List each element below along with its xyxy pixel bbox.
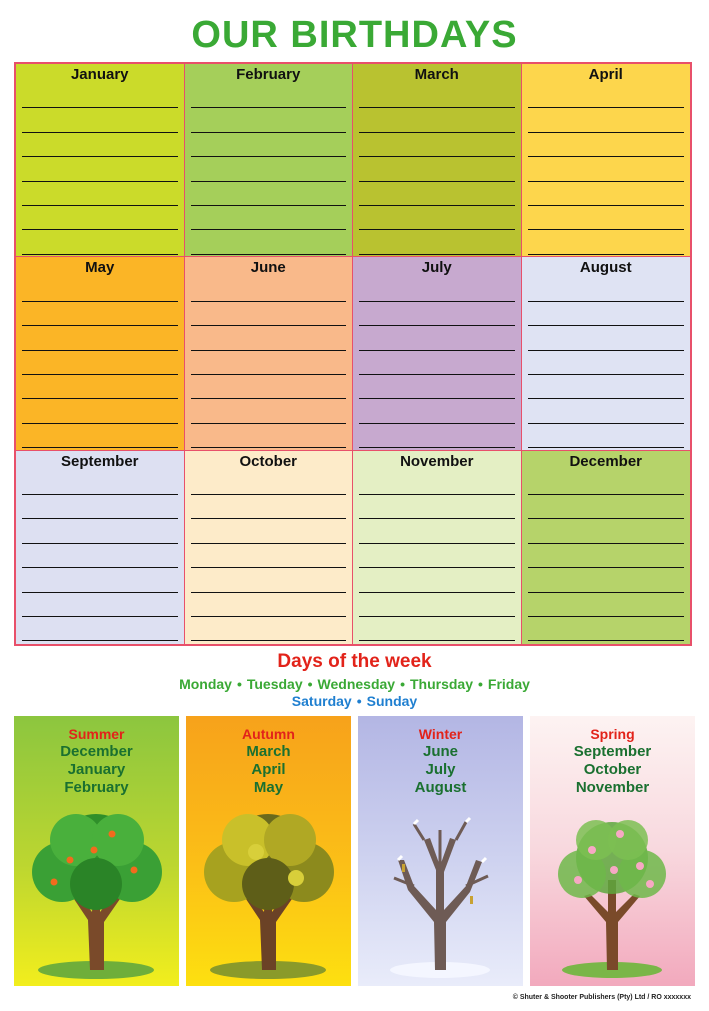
writing-line xyxy=(528,424,685,448)
writing-line xyxy=(22,84,178,108)
writing-line xyxy=(191,519,347,543)
writing-line xyxy=(22,157,178,181)
writing-line xyxy=(359,544,515,568)
separator: • xyxy=(307,676,313,692)
season-title: Autumn xyxy=(242,726,295,742)
season-panel-summer xyxy=(14,716,179,986)
season-month: April xyxy=(251,761,286,778)
writing-line xyxy=(359,495,515,519)
day-label: Monday xyxy=(179,676,232,692)
season-month: October xyxy=(583,761,642,778)
writing-line xyxy=(191,424,347,448)
writing-line xyxy=(359,593,515,617)
writing-line xyxy=(528,84,685,108)
day-label: Friday xyxy=(487,676,530,692)
writing-line xyxy=(191,84,347,108)
month-cell-january xyxy=(16,64,185,257)
writing-line xyxy=(22,495,178,519)
summer-tree-icon xyxy=(14,800,179,986)
writing-line xyxy=(191,399,347,423)
month-label: April xyxy=(588,66,623,83)
writing-line xyxy=(22,568,178,592)
writing-line xyxy=(191,206,347,230)
writing-line xyxy=(359,182,515,206)
writing-line xyxy=(22,277,178,301)
writing-line xyxy=(359,277,515,301)
month-label: September xyxy=(60,452,139,470)
winter-tree-icon xyxy=(358,800,523,986)
month-cell-april xyxy=(522,64,691,257)
writing-line xyxy=(528,133,685,157)
weekend-row xyxy=(0,692,709,710)
writing-line xyxy=(359,108,515,132)
writing-line xyxy=(22,424,178,448)
month-cell-march xyxy=(353,64,522,257)
month-label: December xyxy=(569,452,643,470)
month-label: June xyxy=(250,259,286,277)
writing-line xyxy=(22,351,178,375)
writing-line xyxy=(22,593,178,617)
month-label: March xyxy=(414,66,459,83)
writing-line xyxy=(22,375,178,399)
month-label: May xyxy=(85,259,115,277)
writing-line xyxy=(22,399,178,423)
writing-line xyxy=(22,544,178,568)
weekdays-row xyxy=(0,675,709,693)
day-label: Saturday xyxy=(291,693,352,709)
writing-line xyxy=(191,568,347,592)
month-cell-may xyxy=(16,257,185,450)
days-of-week-title: Days of the week xyxy=(277,651,432,672)
writing-line xyxy=(528,351,685,375)
separator: • xyxy=(356,693,362,709)
writing-line xyxy=(359,399,515,423)
writing-line xyxy=(191,326,347,350)
writing-line xyxy=(528,568,685,592)
writing-line xyxy=(528,326,685,350)
day-label: Sunday xyxy=(366,693,418,709)
writing-line xyxy=(191,471,347,495)
month-cell-june xyxy=(185,257,354,450)
writing-line xyxy=(528,375,685,399)
writing-line xyxy=(528,519,685,543)
writing-line xyxy=(359,157,515,181)
season-panel-autumn xyxy=(186,716,351,986)
writing-line xyxy=(191,230,347,254)
writing-line xyxy=(528,399,685,423)
month-label: October xyxy=(239,452,297,470)
writing-line xyxy=(22,471,178,495)
writing-line xyxy=(191,302,347,326)
writing-line xyxy=(359,351,515,375)
month-cell-august xyxy=(522,257,691,450)
writing-line xyxy=(528,593,685,617)
writing-line xyxy=(22,230,178,254)
day-label: Thursday xyxy=(409,676,473,692)
writing-line xyxy=(191,108,347,132)
month-cell-july xyxy=(353,257,522,450)
month-cell-november xyxy=(353,451,522,644)
day-label: Wednesday xyxy=(317,676,396,692)
writing-line xyxy=(22,182,178,206)
writing-line xyxy=(191,182,347,206)
writing-line xyxy=(191,351,347,375)
page-title: OUR BIRTHDAYS xyxy=(191,14,518,56)
writing-line xyxy=(191,375,347,399)
birthday-grid xyxy=(14,62,692,646)
autumn-tree-icon xyxy=(186,800,351,986)
writing-line xyxy=(359,375,515,399)
season-month: January xyxy=(67,761,126,778)
writing-line xyxy=(528,182,685,206)
writing-line xyxy=(191,593,347,617)
separator: • xyxy=(236,676,242,692)
writing-line xyxy=(191,495,347,519)
month-cell-december xyxy=(522,451,691,644)
writing-line xyxy=(191,157,347,181)
season-month: November xyxy=(575,779,650,796)
month-label: August xyxy=(579,259,632,277)
writing-line xyxy=(22,108,178,132)
month-cell-february xyxy=(185,64,354,257)
writing-line xyxy=(359,424,515,448)
writing-line xyxy=(359,230,515,254)
season-month: September xyxy=(573,743,652,760)
season-month: March xyxy=(246,743,291,760)
writing-line xyxy=(528,617,685,641)
writing-line xyxy=(359,133,515,157)
seasons-strip xyxy=(14,716,694,986)
writing-line xyxy=(528,230,685,254)
writing-line xyxy=(359,519,515,543)
writing-line xyxy=(528,471,685,495)
season-month: July xyxy=(425,761,456,778)
season-month: August xyxy=(414,779,467,796)
month-cell-september xyxy=(16,451,185,644)
season-month: February xyxy=(64,779,129,796)
writing-line xyxy=(359,206,515,230)
writing-line xyxy=(191,133,347,157)
spring-tree-icon xyxy=(530,800,695,986)
month-cell-october xyxy=(185,451,354,644)
season-title: Summer xyxy=(68,726,125,742)
copyright: © Shuter & Shooter Publishers (Pty) Ltd / RO xxxxxxx xyxy=(512,994,691,1001)
month-label: January xyxy=(70,66,129,83)
separator: • xyxy=(400,676,405,692)
writing-line xyxy=(359,617,515,641)
month-label: February xyxy=(236,66,301,83)
writing-line xyxy=(191,277,347,301)
writing-line xyxy=(191,617,347,641)
writing-line xyxy=(359,471,515,495)
writing-line xyxy=(359,84,515,108)
day-label: Tuesday xyxy=(246,676,303,692)
writing-line xyxy=(528,157,685,181)
writing-line xyxy=(528,108,685,132)
season-month: December xyxy=(60,743,133,760)
separator: • xyxy=(478,676,483,692)
writing-line xyxy=(22,326,178,350)
writing-line xyxy=(22,519,178,543)
writing-line xyxy=(22,617,178,641)
month-label: July xyxy=(421,259,452,277)
season-title: Winter xyxy=(418,726,463,742)
writing-line xyxy=(191,544,347,568)
writing-line xyxy=(528,495,685,519)
writing-line xyxy=(22,133,178,157)
writing-line xyxy=(22,206,178,230)
writing-line xyxy=(528,206,685,230)
month-label: November xyxy=(400,452,474,470)
season-month: June xyxy=(422,743,458,760)
writing-line xyxy=(528,544,685,568)
season-month: May xyxy=(253,779,284,796)
writing-line xyxy=(359,568,515,592)
writing-line xyxy=(359,302,515,326)
season-panel-winter xyxy=(358,716,523,986)
writing-line xyxy=(22,302,178,326)
season-title: Spring xyxy=(590,726,635,742)
writing-line xyxy=(359,326,515,350)
writing-line xyxy=(528,277,685,301)
writing-line xyxy=(528,302,685,326)
season-panel-spring xyxy=(530,716,695,986)
